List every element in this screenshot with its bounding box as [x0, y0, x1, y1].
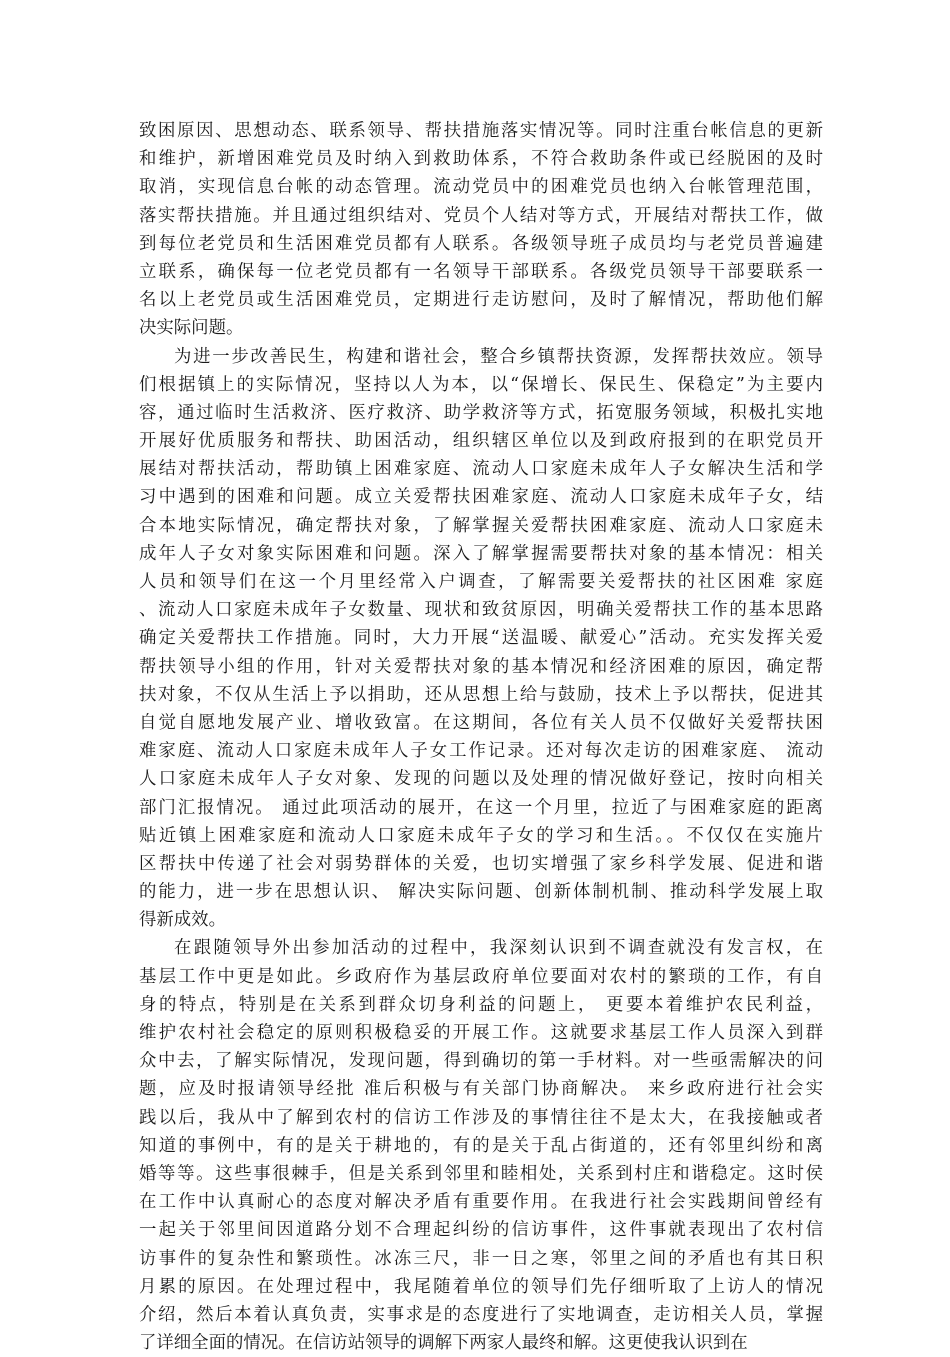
text-line: 知道的事例中，有的是关于耕地的，有的是关于乱占街道的，还有邻里纠纷和离 [139, 1135, 823, 1156]
text-line: 了详细全面的情况。在信访站领导的调解下两家人最终和解。这更使我认识到在 [139, 1333, 748, 1354]
text-line: 和维护，新增困难党员及时纳入到救助体系，不符合救助条件或已经脱困的及时 [139, 149, 823, 170]
text-line: 得新成效。 [139, 910, 226, 931]
text-line: 自觉自愿地发展产业、增收致富。在这期间，各位有关人员不仅做好关爱帮扶困 [139, 712, 823, 733]
text-line: 开展好优质服务和帮扶、助困活动，组织辖区单位以及到政府报到的在职党员开 [139, 431, 823, 452]
text-line: 取消，实现信息台帐的动态管理。流动党员中的困难党员也纳入台帐管理范围， [139, 177, 823, 198]
text-line: 一起关于邻里间因道路分划不合理起纠纷的信访事件，这件事就表现出了农村信 [139, 1220, 823, 1241]
text-line: 名以上老党员或生活困难党员，定期进行走访慰问，及时了解情况，帮助他们解 [139, 290, 823, 311]
text-line: 确定关爱帮扶工作措施。同时，大力开展“送温暖、献爱心”活动。充实发挥关爱 [139, 628, 823, 649]
text-line: 月累的原因。在处理过程中，我尾随着单位的领导们先仔细听取了上访人的情况 [139, 1276, 823, 1297]
text-line: 合本地实际情况，确定帮扶对象，了解掌握关爱帮扶困难家庭、流动人口家庭未 [139, 515, 823, 536]
document-body [139, 117, 823, 1357]
text-line: 难家庭、流动人口家庭未成年人子女工作记录。还对每次走访的困难家庭、 流动 [139, 741, 823, 762]
text-line: 身的特点，特别是在关系到群众切身利益的问题上， 更要本着维护农民利益， [139, 994, 823, 1015]
text-line: 为进一步改善民生，构建和谐社会，整合乡镇帮扶资源，发挥帮扶效应。领导 [174, 346, 823, 367]
text-line: 部门汇报情况。 通过此项活动的展开，在这一个月里，拉近了与困难家庭的距离 [139, 797, 823, 818]
text-line: 致困原因、思想动态、联系领导、帮扶措施落实情况等。同时注重台帐信息的更新 [139, 121, 823, 141]
text-line: 贴近镇上困难家庭和流动人口家庭未成年子女的学习和生活。。不仅仅在实施片 [139, 825, 823, 846]
text-line: 人口家庭未成年人子女对象、发现的问题以及处理的情况做好登记，按时向相关 [139, 769, 823, 790]
text-line: 在跟随领导外出参加活动的过程中，我深刻认识到不调查就没有发言权，在 [174, 938, 823, 959]
text-line: 维护农村社会稳定的原则积极稳妥的开展工作。这就要求基层工作人员深入到群 [139, 1023, 823, 1043]
text-line: 众中去，了解实际情况，发现问题，得到确切的第一手材料。对一些亟需解决的问 [139, 1051, 823, 1072]
text-line: 题，应及时报请领导经批 准后积极与有关部门协商解决。 来乡政府进行社会实 [139, 1079, 823, 1100]
text-line: 习中遇到的困难和问题。成立关爱帮扶困难家庭、流动人口家庭未成年子女，结 [139, 487, 823, 508]
text-line: 到每位老党员和生活困难党员都有人联系。各级领导班子成员均与老党员普遍建 [139, 233, 823, 254]
text-line: 在工作中认真耐心的态度对解决矛盾有重要作用。在我进行社会实践期间曾经有 [139, 1192, 823, 1213]
text-line: 成年人子女对象实际困难和问题。深入了解掌握需要帮扶对象的基本情况：相关 [139, 543, 823, 564]
text-line: 介绍，然后本着认真负责，实事求是的态度进行了实地调查，走访相关人员，掌握 [139, 1304, 823, 1325]
text-line: 落实帮扶措施。并且通过组织结对、党员个人结对等方式，开展结对帮扶工作，做 [139, 205, 823, 226]
text-line: 们根据镇上的实际情况，坚持以人为本，以“保增长、保民生、保稳定”为主要内 [139, 374, 823, 395]
text-line: 、流动人口家庭未成年子女数量、现状和致贫原因，明确关爱帮扶工作的基本思路 [139, 600, 823, 621]
text-line: 容，通过临时生活救济、医疗救济、助学救济等方式，拓宽服务领域，积极扎实地 [139, 402, 823, 423]
paragraph [139, 934, 823, 1357]
paragraph [139, 343, 823, 935]
text-line: 区帮扶中传递了社会对弱势群体的关爱，也切实增强了家乡科学发展、促进和谐 [139, 853, 823, 874]
text-line: 帮扶领导小组的作用，针对关爱帮扶对象的基本情况和经济困难的原因，确定帮 [139, 656, 823, 677]
text-line: 决实际问题。 [139, 318, 244, 339]
text-line: 的能力，进一步在思想认识、 解决实际问题、创新体制机制、推动科学发展上取 [139, 882, 823, 903]
text-line: 访事件的复杂性和繁琐性。冰冻三尺，非一日之寒，邻里之间的矛盾也有其日积 [139, 1248, 823, 1269]
text-line: 立联系，确保每一位老党员都有一名领导干部联系。各级党员领导干部要联系一 [139, 261, 823, 282]
text-line: 婚等等。这些事很棘手，但是关系到邻里和睦相处，关系到村庄和谐稳定。这时侯 [139, 1163, 823, 1184]
text-line: 践以后，我从中了解到农村的信访工作涉及的事情往往不是太大，在我接触或者 [139, 1107, 823, 1128]
text-line: 展结对帮扶活动，帮助镇上困难家庭、流动人口家庭未成年人子女解决生活和学 [139, 459, 823, 480]
text-line: 基层工作中更是如此。乡政府作为基层政府单位要面对农村的繁琐的工作，有自 [139, 966, 823, 987]
paragraph [139, 117, 823, 343]
text-line: 扶对象，不仅从生活上予以捐助，还从思想上给与鼓励，技术上予以帮扶，促进其 [139, 684, 823, 705]
text-line: 人员和领导们在这一个月里经常入户调查，了解需要关爱帮扶的社区困难 家庭 [139, 572, 823, 592]
